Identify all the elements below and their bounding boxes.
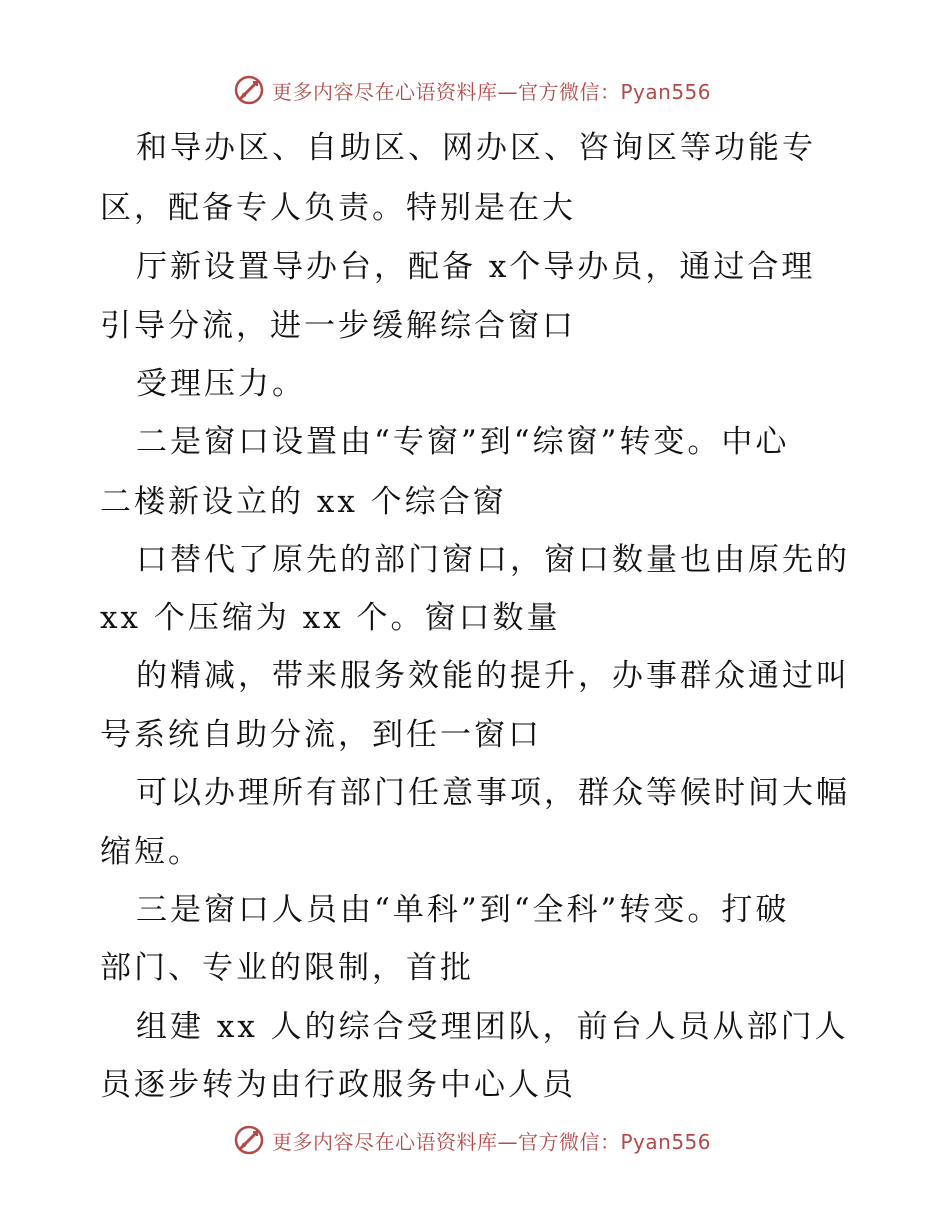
body-line: 缩短。	[100, 834, 202, 870]
body-line: 受理压力。	[136, 366, 306, 402]
body-line: xx 个压缩为 xx 个。窗口数量	[100, 600, 561, 636]
body-line: 厅新设置导办台，配备 x个导办员，通过合理	[136, 249, 816, 285]
body-line: 组建 xx 人的综合受理团队，前台人员从部门人	[136, 1009, 849, 1045]
watermark-text: 更多内容尽在心语资料库—官方微信：Pyan556	[272, 79, 712, 104]
footer-watermark	[232, 1122, 711, 1158]
body-line: 的精减，带来服务效能的提升，办事群众通过叫	[136, 658, 850, 694]
watermark-text: 更多内容尽在心语资料库—官方微信：Pyan556	[272, 1129, 712, 1154]
body-line: 引导分流，进一步缓解综合窗口	[100, 308, 576, 344]
body-line: 号系统自助分流，到任一窗口	[100, 717, 542, 753]
body-line: 二楼新设立的 xx 个综合窗	[100, 484, 507, 520]
body-line: 口替代了原先的部门窗口，窗口数量也由原先的	[136, 542, 850, 578]
body-line: 区，配备专人负责。特别是在大	[100, 190, 576, 226]
body-line: 可以办理所有部门任意事项，群众等候时间大幅	[136, 775, 850, 811]
body-line: 二是窗口设置由“专窗”到“综窗”转变。中心	[136, 424, 790, 460]
body-line: 三是窗口人员由“单科”到“全科”转变。打破	[136, 892, 790, 928]
body-line: 员逐步转为由行政服务中心人员	[100, 1067, 576, 1103]
pen-logo-icon	[232, 1123, 266, 1157]
body-line: 部门、专业的限制，首批	[100, 950, 474, 986]
body-line: 和导办区、自助区、网办区、咨询区等功能专	[136, 130, 816, 166]
